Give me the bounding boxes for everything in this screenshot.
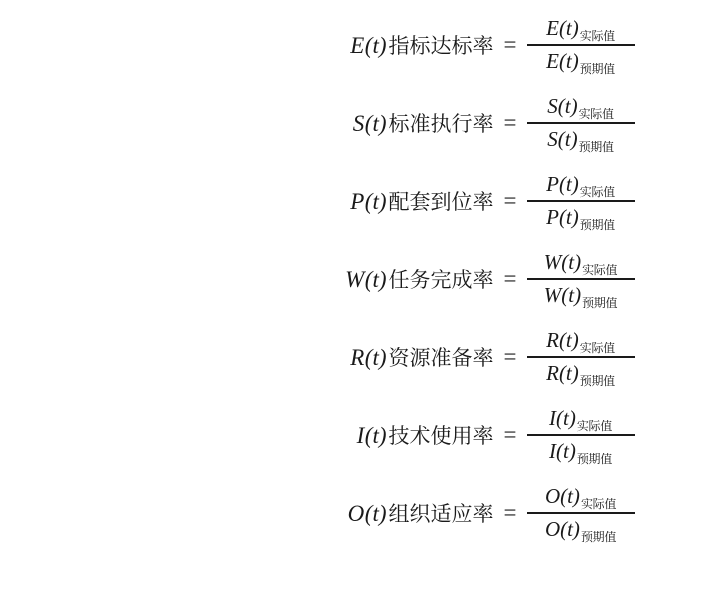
denominator-symbol: I xyxy=(549,438,557,463)
denominator-symbol: P xyxy=(546,204,559,229)
fraction-numerator xyxy=(542,327,619,354)
numerator-argument: (t) xyxy=(558,172,579,197)
denominator-subscript: 预期值 xyxy=(580,529,617,544)
formula-label: 任务完成率 xyxy=(388,268,494,292)
denominator-argument: (t) xyxy=(560,516,580,541)
variable-argument: (t) xyxy=(364,423,387,448)
variable-symbol: P xyxy=(350,189,365,214)
denominator-subscript: 预期值 xyxy=(578,139,614,154)
fraction-denominator xyxy=(542,360,619,387)
denominator-argument: (t) xyxy=(558,360,579,385)
numerator-subscript: 实际值 xyxy=(579,29,615,44)
variable-symbol: O xyxy=(347,501,365,526)
formula-left-side xyxy=(75,108,494,138)
fraction-denominator xyxy=(542,48,619,75)
formula-row xyxy=(75,474,635,552)
equals-sign: = xyxy=(503,500,517,525)
variable-argument: (t) xyxy=(364,501,387,526)
variable-symbol: I xyxy=(356,423,365,448)
formula-label: 组织适应率 xyxy=(388,502,494,526)
formula-label: 配套到位率 xyxy=(388,190,494,214)
formula-label: 资源准备率 xyxy=(388,346,494,370)
fraction-numerator xyxy=(542,171,619,198)
equals-sign: = xyxy=(503,110,517,135)
numerator-argument: (t) xyxy=(556,406,576,431)
variable-argument: (t) xyxy=(364,33,387,58)
formula-left-side xyxy=(75,186,494,216)
numerator-symbol: S xyxy=(547,94,558,119)
variable-symbol: E xyxy=(350,33,365,58)
fraction-numerator xyxy=(542,15,619,42)
fraction xyxy=(527,93,635,153)
fraction-bar xyxy=(527,278,635,280)
denominator-symbol: R xyxy=(546,360,559,385)
formula-label: 标准执行率 xyxy=(388,112,494,136)
variable-symbol: W xyxy=(345,267,365,292)
numerator-argument: (t) xyxy=(558,16,579,41)
variable-argument: (t) xyxy=(364,345,387,370)
variable-argument: (t) xyxy=(364,189,387,214)
numerator-subscript: 实际值 xyxy=(578,107,614,122)
denominator-subscript: 预期值 xyxy=(579,61,615,76)
numerator-subscript: 实际值 xyxy=(580,497,617,512)
formula-row xyxy=(75,240,635,318)
numerator-subscript: 实际值 xyxy=(582,263,618,278)
fraction-denominator xyxy=(543,126,617,153)
denominator-subscript: 预期值 xyxy=(579,217,615,232)
formula-left-side xyxy=(75,30,494,60)
formula-row xyxy=(75,396,635,474)
formula-row xyxy=(75,318,635,396)
equals-sign: = xyxy=(503,422,517,447)
fraction xyxy=(527,483,635,543)
denominator-symbol: S xyxy=(547,126,558,151)
numerator-argument: (t) xyxy=(561,250,582,275)
denominator-symbol: O xyxy=(544,516,561,541)
variable-symbol: S xyxy=(352,111,365,136)
formula-row xyxy=(75,6,635,84)
fraction-bar xyxy=(527,44,635,46)
fraction-denominator xyxy=(541,516,620,543)
variable-argument: (t) xyxy=(364,111,387,136)
denominator-subscript: 预期值 xyxy=(576,451,612,466)
fraction-denominator xyxy=(545,438,616,465)
equals-sign: = xyxy=(503,344,517,369)
fraction-bar xyxy=(527,200,635,202)
denominator-symbol: W xyxy=(543,282,562,307)
fraction-bar xyxy=(527,434,635,436)
numerator-symbol: R xyxy=(546,328,559,353)
denominator-subscript: 预期值 xyxy=(582,295,618,310)
denominator-argument: (t) xyxy=(556,438,576,463)
numerator-argument: (t) xyxy=(557,94,578,119)
variable-argument: (t) xyxy=(364,267,387,292)
formula-left-side xyxy=(75,264,494,294)
fraction xyxy=(527,327,635,387)
numerator-symbol: W xyxy=(543,250,562,275)
formula-left-side xyxy=(75,342,494,372)
formula-row xyxy=(75,162,635,240)
formula-label: 指标达标率 xyxy=(388,34,494,58)
fraction xyxy=(527,405,635,465)
fraction-numerator xyxy=(543,93,617,120)
denominator-argument: (t) xyxy=(558,204,579,229)
numerator-symbol: O xyxy=(544,484,561,509)
numerator-subscript: 实际值 xyxy=(579,185,615,200)
fraction xyxy=(527,249,635,309)
denominator-argument: (t) xyxy=(558,48,579,73)
formula-left-side xyxy=(75,420,494,450)
fraction-numerator xyxy=(541,483,620,510)
fraction-bar xyxy=(527,356,635,358)
numerator-subscript: 实际值 xyxy=(576,419,612,434)
fraction-bar xyxy=(527,122,635,124)
denominator-subscript: 预期值 xyxy=(579,373,615,388)
numerator-symbol: P xyxy=(546,172,559,197)
fraction-numerator xyxy=(540,249,621,276)
formula-label: 技术使用率 xyxy=(388,424,494,448)
numerator-symbol: E xyxy=(546,16,559,41)
fraction xyxy=(527,15,635,75)
fraction-numerator xyxy=(545,405,616,432)
variable-symbol: R xyxy=(350,345,365,370)
equals-sign: = xyxy=(503,188,517,213)
denominator-argument: (t) xyxy=(561,282,582,307)
denominator-symbol: E xyxy=(546,48,559,73)
numerator-argument: (t) xyxy=(558,328,579,353)
formula-row xyxy=(75,84,635,162)
denominator-argument: (t) xyxy=(557,126,578,151)
fraction xyxy=(527,171,635,231)
formula-left-side xyxy=(75,498,494,528)
numerator-subscript: 实际值 xyxy=(579,341,615,356)
numerator-argument: (t) xyxy=(560,484,580,509)
numerator-symbol: I xyxy=(549,406,557,431)
fraction-denominator xyxy=(542,204,619,231)
equals-sign: = xyxy=(503,266,517,291)
fraction-bar xyxy=(527,512,635,514)
fraction-denominator xyxy=(540,282,621,309)
equals-sign: = xyxy=(503,32,517,57)
